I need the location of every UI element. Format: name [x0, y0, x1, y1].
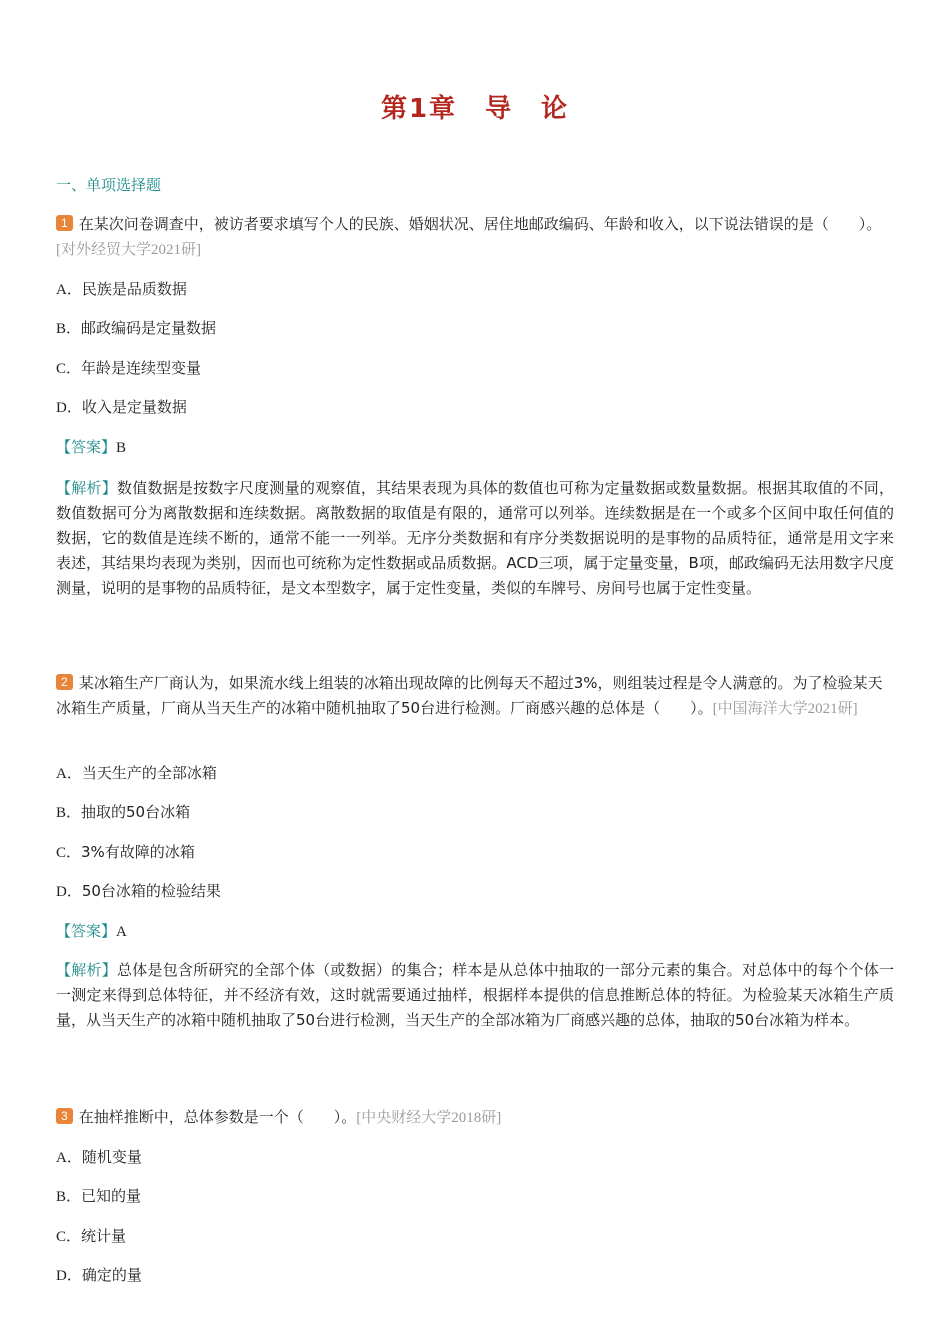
question-text: 某冰箱生产厂商认为，如果流水线上组装的冰箱出现故障的比例每天不超过3%，则组装过程是令人满意的。为了检验某天冰箱生产质量，厂商从当天生产的冰箱中随机抽取了50台进行检测。厂商感兴趣的总体是（ ）。 — [56, 674, 883, 717]
option-b: B．已知的量 — [56, 1187, 142, 1205]
question-stem — [56, 212, 894, 263]
question-stem — [56, 1105, 894, 1131]
option-d: D．收入是定量数据 — [56, 398, 187, 416]
question-text: 在某次问卷调查中，被访者要求填写个人的民族、婚姻状况、居住地邮政编码、年龄和收入，以下说法错误的是（ ）。 — [78, 215, 882, 233]
question-text: 在抽样推断中，总体参数是一个（ ）。 — [78, 1108, 357, 1126]
question-source: [中国海洋大学2021研] — [712, 701, 858, 717]
explanation-text: 数值数据是按数字尺度测量的观察值，其结果表现为具体的数值也可称为定量数据或数量数据。根据其取值的不同，数值数据可分为离散数据和连续数据。离散数据的取值是有限的，通常可以列举。连续数据是在一个或多个区间中取任何值的数据，它的数值是连续不断的，通常不能一一列举。无序分类数据和有序分类数据说明的是事物的品质特征，通常是用文字来表述，其结果均表现为类别，因而也可统称为定性数据或品质数据。ACD三项，属于定量变量，B项，邮政编码无法用数字尺度测量，说明的是事物的品质特征，是文本型数字，属于定性变量，类似的车牌号、房间号也属于定性变量。 — [56, 479, 894, 597]
option-c: C．年龄是连续型变量 — [56, 359, 202, 377]
question-1 — [56, 212, 894, 597]
question-number-badge: 2 — [56, 674, 73, 690]
question-2 — [56, 671, 894, 1029]
option-c: C．统计量 — [56, 1227, 127, 1245]
option-a: A．当天生产的全部冰箱 — [56, 764, 217, 782]
explanation — [56, 958, 894, 1033]
section-title: 一、单项选择题 — [56, 176, 162, 194]
answer-value: A — [116, 924, 127, 940]
question-stem — [56, 671, 894, 722]
question-source: [中央财经大学2018研] — [356, 1110, 502, 1126]
explanation-text: 总体是包含所研究的全部个体（或数据）的集合；样本是从总体中抽取的一部分元素的集合。对总体中的每个个体一一测定来得到总体特征，并不经济有效，这时就需要通过抽样，根据样本提供的信息推断总体的特征。为检验某天冰箱生产质量，从当天生产的冰箱中随机抽取了50台进行检测，当天生产的全部冰箱为厂商感兴趣的总体，抽取的50台冰箱为样本。 — [56, 961, 894, 1029]
question-source: [对外经贸大学2021研] — [56, 242, 201, 258]
explanation-tag: 【解析】 — [56, 961, 117, 979]
option-b: B．邮政编码是定量数据 — [56, 319, 217, 337]
answer-value: B — [116, 440, 127, 456]
option-a: A．民族是品质数据 — [56, 280, 187, 298]
answer — [56, 919, 127, 945]
option-b: B．抽取的50台冰箱 — [56, 803, 191, 821]
option-c: C．3%有故障的冰箱 — [56, 843, 195, 861]
question-number-badge: 1 — [56, 215, 73, 231]
chapter-title: 第1章 导 论 — [380, 94, 570, 124]
option-d: D．确定的量 — [56, 1266, 142, 1284]
explanation — [56, 476, 894, 601]
question-3 — [56, 1105, 894, 1284]
explanation-tag: 【解析】 — [56, 479, 117, 497]
answer — [56, 435, 126, 461]
answer-tag: 【答案】 — [56, 922, 117, 940]
option-a: A．随机变量 — [56, 1148, 142, 1166]
question-number-badge: 3 — [56, 1108, 73, 1124]
answer-tag: 【答案】 — [56, 438, 117, 456]
option-d: D．50台冰箱的检验结果 — [56, 882, 221, 900]
